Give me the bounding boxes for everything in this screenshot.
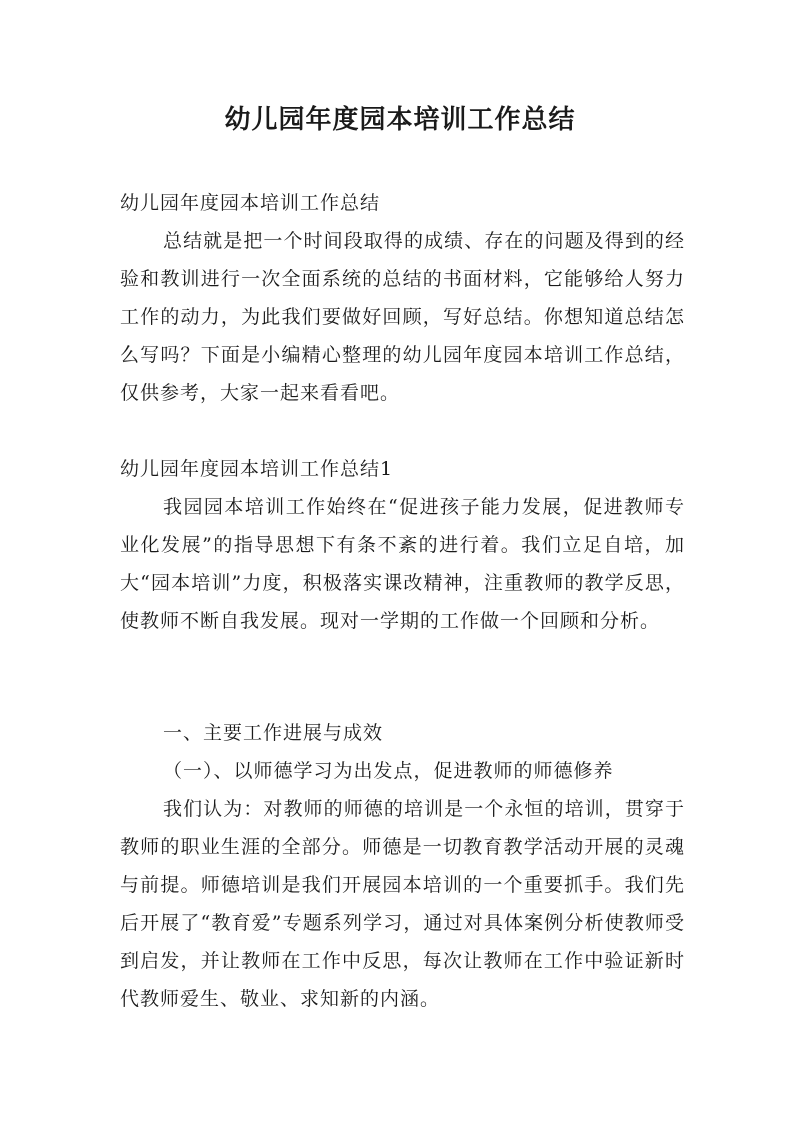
sub-paragraph: 我们认为：对教师的师德的培训是一个永恒的培训，贯穿于教师的职业生涯的全部分。师德是一切教育教学活动开展的灵魂与前提。师德培训是我们开展园本培训的一个重要抓手。我们先后开展了“教育爱”专题系列学习，通过对具体案例分析使教师受到启发，并让教师在工作中反思，每次让教师在工作中验证新时代教师爱生、敬业、求知新的内涵。 [120,798,685,1010]
main-heading: 一、主要工作进展与成效 [163,722,384,744]
intro-paragraph: 总结就是把一个时间段取得的成绩、存在的问题及得到的经验和教训进行一次全面系统的总结的书面材料，它能够给人努力工作的动力，为此我们要做好回顾，写好总结。你想知道总结怎么写吗？下面是小编精心整理的幼儿园年度园本培训工作总结，仅供参考，大家一起来看看吧。 [120,230,685,404]
sub-heading: （一）、以师德学习为出发点，促进教师的师德修养 [163,760,614,782]
section-1-title: 幼儿园年度园本培训工作总结1 [120,458,394,480]
document-title: 幼儿园年度园本培训工作总结 [224,105,576,135]
document-subtitle: 幼儿园年度园本培训工作总结 [120,192,381,214]
section-1-paragraph: 我园园本培训工作始终在“促进孩子能力发展，促进教师专业化发展”的指导思想下有条不紊的进行着。我们立足自培，加大“园本培训”力度，积极落实课改精神，注重教师的教学反思，使教师不断自我发展。现对一学期的工作做一个回顾和分析。 [120,496,685,632]
